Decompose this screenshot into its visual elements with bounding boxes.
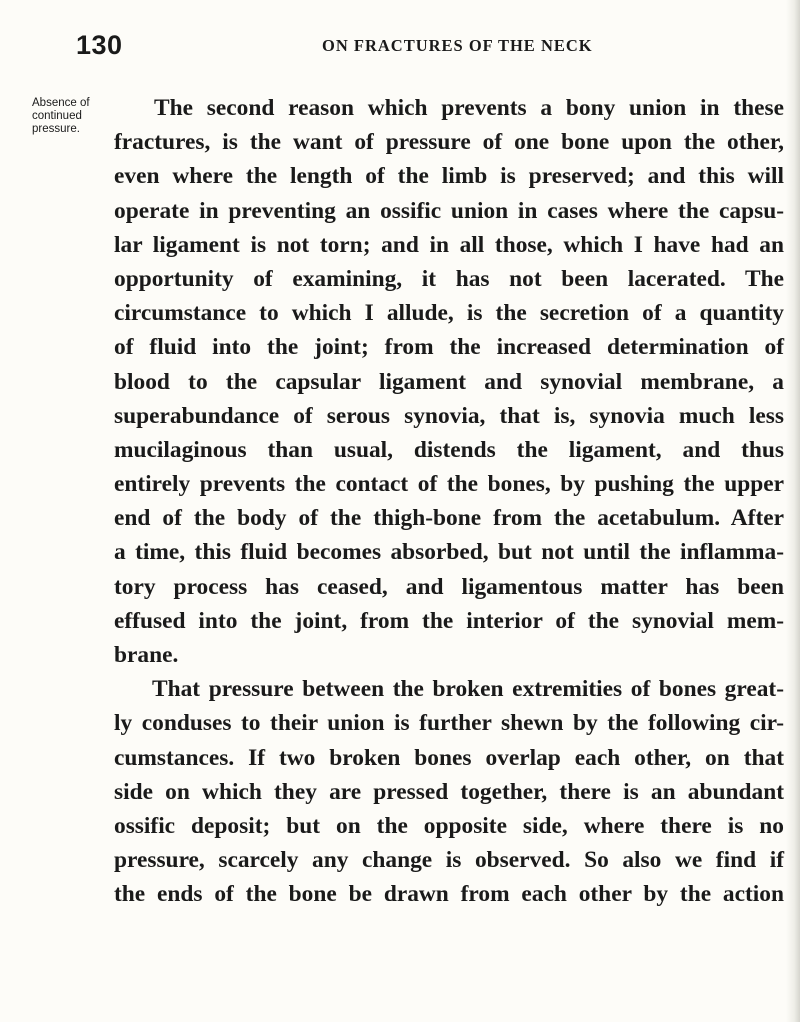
- text-line: a time, this fluid becomes absorbed, but not until the inflamma-: [114, 539, 784, 566]
- page-number: 130: [76, 30, 123, 60]
- text-line: fractures, is the want of pressure of one bone upon the other,: [114, 129, 784, 156]
- text-line: mucilaginous than usual, distends the ligament, and thus: [114, 436, 784, 463]
- text-line: even where the length of the limb is preserved; and this will: [114, 163, 784, 190]
- text-line: That pressure between the broken extremities of bones great-: [152, 676, 784, 703]
- margin-note: [32, 97, 94, 136]
- page-header: [76, 30, 766, 66]
- paragraph-1: [114, 91, 784, 672]
- text-line: ossific deposit; but on the opposite side, where there is no: [114, 812, 784, 839]
- text-line: lar ligament is not torn; and in all those, which I have had an: [114, 231, 784, 258]
- text-line: ly conduses to their union is further shewn by the following cir-: [114, 710, 784, 737]
- text-line: pressure, scarcely any change is observed. So also we find if: [114, 847, 784, 874]
- text-line: The second reason which prevents a bony union in these: [154, 95, 784, 121]
- text-line: brane.: [114, 642, 179, 668]
- running-head: ON FRACTURES OF THE NECK: [322, 36, 593, 55]
- margin-note-line: pressure.: [32, 123, 80, 135]
- text-line: of fluid into the joint; from the increased determination of: [114, 334, 784, 361]
- text-line: end of the body of the thigh-bone from the acetabulum. After: [114, 505, 784, 532]
- text-line: operate in preventing an ossific union in cases where the capsu-: [114, 197, 784, 224]
- text-line: the ends of the bone be drawn from each other by the action: [114, 881, 784, 908]
- text-line: cumstances. If two broken bones overlap each other, on that: [114, 744, 784, 771]
- text-line: superabundance of serous synovia, that is, synovia much less: [114, 402, 784, 429]
- text-line: effused into the joint, from the interior of the synovial mem-: [114, 607, 784, 634]
- text-line: blood to the capsular ligament and synovial membrane, a: [114, 368, 784, 395]
- text-line: entirely prevents the contact of the bones, by pushing the upper: [114, 471, 784, 498]
- paragraph-2: [114, 672, 784, 911]
- text-line: circumstance to which I allude, is the secretion of a quantity: [114, 300, 784, 327]
- page-edge-shadow: [786, 0, 800, 1022]
- margin-note-line: continued: [32, 110, 82, 122]
- text-line: tory process has ceased, and ligamentous matter has been: [114, 573, 784, 600]
- margin-note-line: Absence of: [32, 97, 90, 109]
- body-text: [114, 91, 784, 912]
- text-line: side on which they are pressed together, there is an abundant: [114, 778, 784, 805]
- text-line: opportunity of examining, it has not been lacerated. The: [114, 265, 784, 292]
